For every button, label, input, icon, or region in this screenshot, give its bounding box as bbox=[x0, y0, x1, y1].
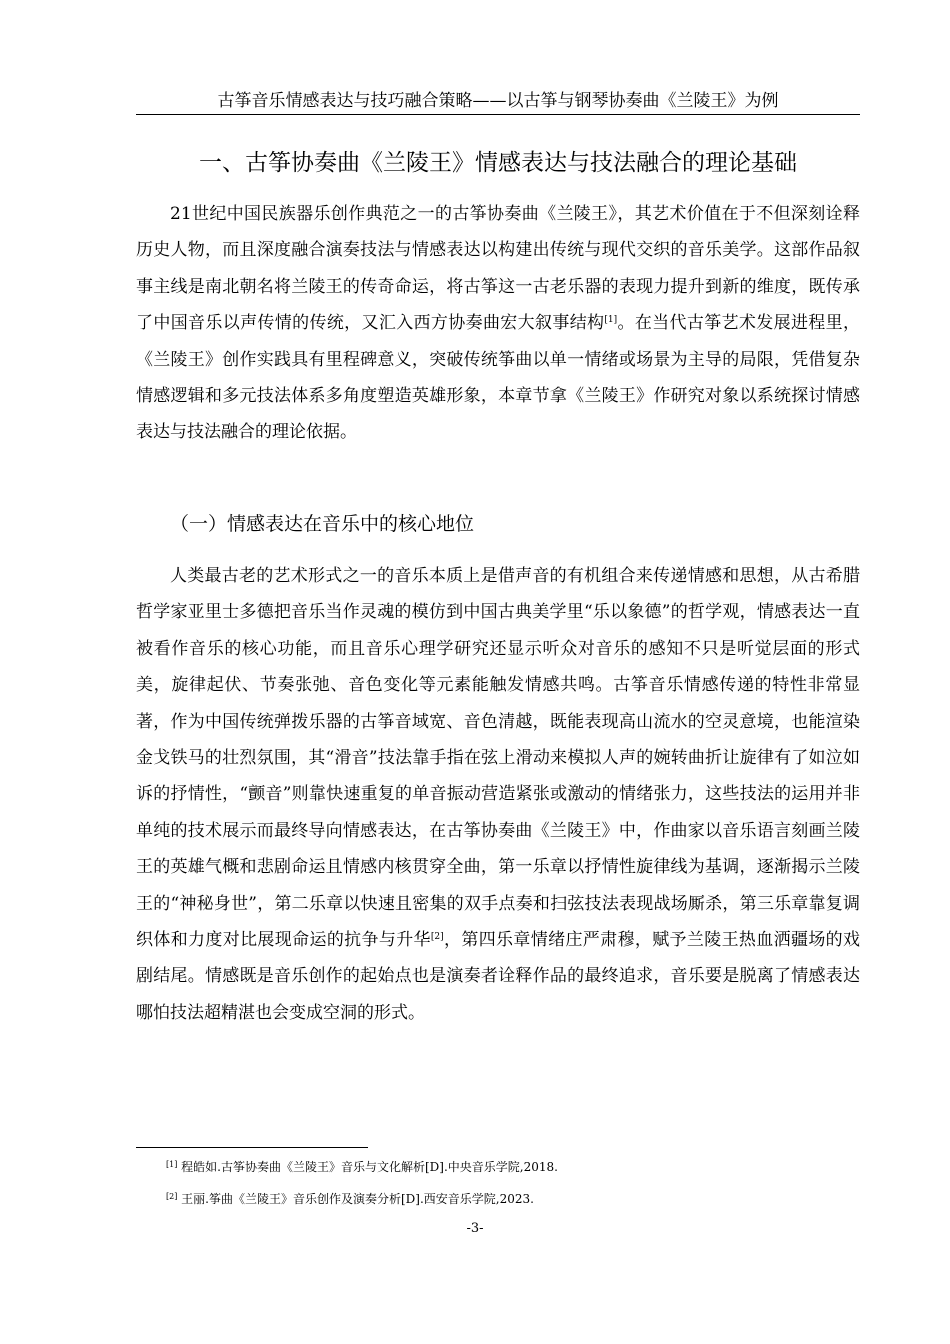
section-title: （一）情感表达在音乐中的核心地位 bbox=[170, 513, 475, 535]
footnote-1-text: 程皓如.古筝协奏曲《兰陵王》音乐与文化解析[D].中央音乐学院,2018. bbox=[181, 1160, 558, 1174]
chapter-title: 一、古筝协奏曲《兰陵王》情感表达与技法融合的理论基础 bbox=[199, 150, 797, 176]
footnote-2-text: 王丽.筝曲《兰陵王》音乐创作及演奏分析[D].西安音乐学院,2023. bbox=[181, 1192, 534, 1206]
footnote-ref-1[interactable]: [1] bbox=[604, 315, 618, 326]
paragraph-1-text-a: 21世纪中国民族器乐创作典范之一的古筝协奏曲《兰陵王》，其艺术价值在于不但深刻诠释历史人物，而且深度融合演奏技法与情感表达以构建出传统与现代交织的音乐美学。这部作品叙事主线是南北朝名将兰陵王的传奇命运，将古筝这一古老乐器的表现力提升到新的维度，既传承了中国音乐以声传情的传统，又汇入西方协奏曲宏大叙事结构 bbox=[136, 204, 860, 334]
paragraph-2-text-b: ，第四乐章情绪庄严肃穆，赋予兰陵王热血洒疆场的戏剧结尾。情感既是音乐创作的起始点也是演奏者诠释作品的最终追求，音乐要是脱离了情感表达哪怕技法超精湛也会变成空洞的形式。 bbox=[136, 930, 861, 1023]
footnote-2-mark: [2] bbox=[166, 1192, 178, 1201]
paragraph-1-text-b: 。在当代古筝艺术发展进程里，《兰陵王》创作实践具有里程碑意义，突破传统筝曲以单一情绪或场景为主导的局限，凭借复杂情感逻辑和多元技法体系多角度塑造英雄形象，本章节拿《兰陵王》作研究对象以系统探讨情感表达与技法融合的理论依据。 bbox=[136, 313, 861, 443]
paragraph-2-text-a: 人类最古老的艺术形式之一的音乐本质上是借声音的有机组合来传递情感和思想，从古希腊哲学家亚里士多德把音乐当作灵魂的模仿到中国古典美学里“乐以象德”的哲学观，情感表达一直被看作音乐的核心功能，而且音乐心理学研究还显示听众对音乐的感知不只是听觉层面的形式美，旋律起伏、节奏张弛、音色变化等元素能触发情感共鸣。古筝音乐情感传递的特性非常显著，作为中国传统弹拨乐器的古筝音域宽、音色清越，既能表现高山流水的空灵意境，也能渲染金戈铁马的壮烈氛围，其“滑音”技法靠手指在弦上滑动来模拟人声的婉转曲折让旋律有了如泣如诉的抒情性，“颤音”则靠快速重复的单音振动营造紧张或激动的情绪张力，这些技法的运用并非单纯的技术展示而最终导向情感表达，在古筝协奏曲《兰陵王》中，作曲家以音乐语言刻画兰陵王的英雄气概和悲剧命运且情感内核贯穿全曲，第一乐章以抒情性旋律线为基调，逐渐揭示兰陵王的“神秘身世”，第二乐章以快速且密集的双手点奏和扫弦技法表现战场厮杀，第三乐章靠复调织体和力度对比展现命运的抗争与升华 bbox=[136, 566, 860, 951]
footnote-2 bbox=[166, 1190, 534, 1210]
header-rule bbox=[136, 114, 860, 115]
paragraph-2 bbox=[136, 558, 860, 1031]
footnote-1 bbox=[166, 1158, 558, 1178]
paragraph-1 bbox=[136, 196, 860, 451]
footnote-separator bbox=[136, 1147, 368, 1148]
footnote-ref-2[interactable]: [2] bbox=[430, 932, 444, 943]
page-number: -3- bbox=[466, 1221, 484, 1236]
footnote-1-mark: [1] bbox=[166, 1160, 178, 1169]
running-header: 古筝音乐情感表达与技巧融合策略——以古筝与钢琴协奏曲《兰陵王》为例 bbox=[217, 91, 779, 111]
